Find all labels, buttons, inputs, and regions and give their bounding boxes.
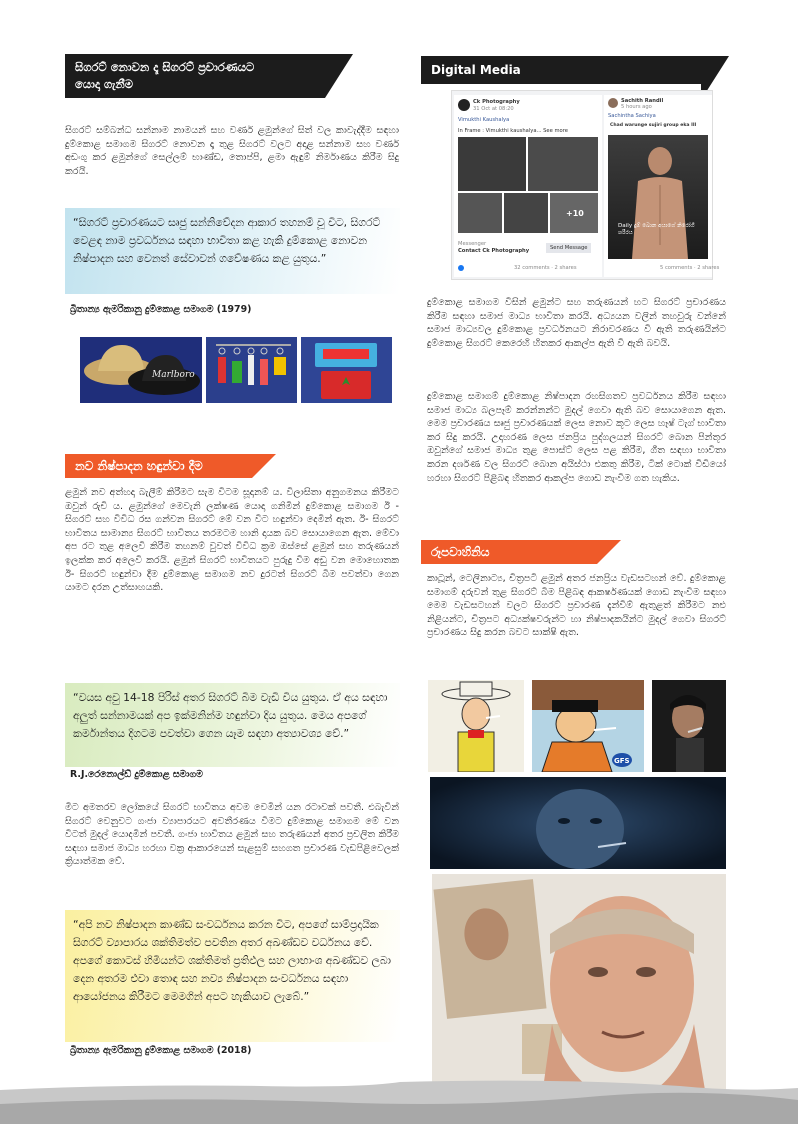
section-header-television: රූපවාහිනිය xyxy=(421,540,597,564)
photo-keychains xyxy=(206,337,297,403)
paragraph-new-products: ළමුන් නව අත්හදා බැලීම් කිරීමට සැම විටම සූදානම් ය. විලාසිතා අනුගමනය කිරීමට ඔවුන් රුචි ය. ළමුන්ගේ මෙවැනි ලක්ෂණ යොදා ගනිමින් දුම්කොළ සමාගම ඊ - සිගරට් සහ විවිධ රස ගන්වන සිගරට් මේ වන විට හඳුන්වා දෙමින් ඇත. ඊ- සිගරට් භාවිතය සාමාන්‍ය සිගරට් භාවිතය තරමටම හානි දායක බව සොයාගෙන ඇත. මේවා අප රට තුළ අලෙවි කිරීම තහනම් වුවත් විවිධ ක්‍රම ඔස්සේ ළමුන් සහ තරුණයන් ඉලක්ක කර අලෙවි කරයි. ළමුන් සිගරට් භාවිතයට පුරුදු වීම අඩු වන මොහොතක ඊ- සිගරට් හඳුන්වා දීම දුම්කොළ සමාගම නව දුරටත් සිගරට් බීම පවත්වා ගෙන යාමට දරන උත්සාහයකි. xyxy=(65,487,399,594)
messenger-label: Messenger xyxy=(458,241,487,247)
paragraph-television: කාටූන්, ටෙලිනාට්‍ය, චිත්‍රපටි ළමුන් අතර ජනප්‍රිය වැඩසටහන් වේ. දුම්කොළ සමාගම් දරුවන් තුළ සිගරට් බීම පිළිබඳ ආකර්ෂණයක් ගොඩ නැංවීම සඳහා මෙම වැඩසටහන් වලට සිගරට් ප්‍රචාරණ දැන්වීම් ඇතුළත් කිරීමට නළු නිළියන්ට, චිත්‍රපට අධ්‍යක්ෂවරුන්ට හා නිෂ්පාදකයින්ට මුදල් ගෙවා සිගරට් ප්‍රචාරණය සිදු කරන බවට සාක්ෂි ඇත. xyxy=(427,573,726,639)
send-message-button[interactable]: Send Message xyxy=(546,243,591,253)
quote-bat-1979: “සිගරට් ප්‍රචාරණයට සෘජු සන්නිවේදන ආකාර තහනම් වූ විට, සිගරට් වෙළඳ නාම ප්‍රවර්ධනය සඳහා භාවිතා කළ හැකි දුම්කොළ නොවන නිෂ්පාදන සහ වෙනත් සේවාවන් ගවේෂණය කළ යුතුය.” xyxy=(65,208,400,294)
post-user-time: 5 hours ago xyxy=(621,104,652,110)
post-user: Sachith Randil xyxy=(621,98,664,104)
photo-cartoon-flintstones xyxy=(532,680,644,772)
section-header-digital-media: Digital Media xyxy=(421,56,701,84)
quote-citation-bat-1979: බ්‍රිතාන්‍ය ඇමරිකානු දුම්කොළ සමාගම (1979) xyxy=(70,304,252,315)
post-photo-4 xyxy=(504,193,548,233)
photo-caption: Daily දුම් බොන අයාගේ නිරෝගී ශරීරය xyxy=(618,223,695,236)
group-post-comments: 5 comments · 2 shares xyxy=(660,265,720,271)
section-header-line-2: යොදා ගැනීම xyxy=(75,77,134,91)
post-date: 31 Oct at 08:20 xyxy=(473,106,514,112)
quote-citation-rj-reynolds: R.J.රෙනොල්ඩ් දුම්කොළ සමාගම xyxy=(70,769,203,780)
photo-marlboro-hats xyxy=(80,337,202,403)
section-header-line-1: සිගරට් නොවන දෑ සිගරට් ප්‍රචාරණයට xyxy=(75,60,255,74)
quote-rj-reynolds: “වයස අවු 14-18 පිරිස් අතර සිගරට් බීම වැඩි විය යුතුය. ඒ අය සඳහා අලුත් සන්නාමයක් අප ඉක්මනින්ම හඳුන්වා දිය යුතුය. මෙය අපගේ කර්මාන්තය දිගටම පවත්වා ගෙන යෑම සඳහා අත්‍යාවශ්‍ය වේ.” xyxy=(65,683,400,767)
group-name: Chad warunge sujiri group eka III xyxy=(610,123,697,128)
post-photo-3 xyxy=(458,193,502,233)
paragraph-cannabis: මීට අමතරව ලෝකයේ සිගරට් භාවිතය අවම වෙමින් යන රටාවක් පවතී. එබැවින් සිගරට් වෙනුවට ගංජා ව්‍යාපාරයට අවතීරණය වීමට දුම්කොළ සමාගම මේ වන විටත් මුදල් යොදමින් පවතී. ගංජා භාවිතය ළමුන් සහ තරුණයන් අතර ප්‍රචලිත කිරීම සඳහා සමාජ මාධ්‍ය හරහා වක්‍ර ආකාරයෙන් සැළසුම් සහගත ප්‍රචාරණ වැඩපිළිවෙලක් ක්‍රියාත්මක වේ. xyxy=(65,802,399,868)
tagged-user: Vimukthi Kaushalya xyxy=(458,117,510,123)
page-name: Ck Photography xyxy=(473,99,520,105)
facebook-post-group xyxy=(604,95,720,277)
paragraph-non-tobacco-items: සිගරට් සම්බන්ධ සන්නාම නාමයන් සහ වර්ණ ළමුන්ගේ සිත් වල කාවැද්දීම සඳහා දුම්කොළ සමාගම සිගරට් නොවන දෑ තුළ සිගරට් වලට අදාළ සන්නාම සහ වර්ණ අඩංගු කර ළමුන්ගේ සෙල්ලම් භාණ්ඩ, තොප්පි, ළමා ඇඳුම් නිර්මාණය කිරීම සිදු කරයි. xyxy=(65,125,399,177)
svg-text:Marlboro: Marlboro xyxy=(152,370,195,380)
section-header-new-products: නව නිෂ්පාදන හඳුන්වා දීම xyxy=(65,454,252,478)
section-header-non-tobacco-items xyxy=(65,54,325,98)
facebook-post-ck-photography xyxy=(454,95,602,277)
cartoon-tag: GFS xyxy=(614,757,630,765)
post-caption: In Frame : Vimukthi kaushalya... See more xyxy=(458,128,568,134)
post-photo-shirtless xyxy=(608,135,708,259)
more-photos-count: +10 xyxy=(566,209,584,218)
photo-man-blue-light xyxy=(430,777,726,869)
reaction-icon xyxy=(458,265,464,271)
photo-branded-tins xyxy=(301,337,392,403)
quote-bat-2018: “අපි නව නිෂ්පාදන කාණ්ඩ සංවර්ධනය කරන විට, අපගේ සාම්ප්‍රදායික සිගරට් ව්‍යාපාරය ශක්තිමත්ව පවතින අතර අඛණ්ඩව වර්ධනය වේ. අපගේ කොටස් හිමියන්ට ශක්තිමත් ප්‍රතිඵල සහ ලාභාංශ අඛණ්ඩව ලබා දෙන අතරම එවා තොඳ සහ නව්‍ය නිෂ්පාදන සංවර්ධනය සඳහා ආයෝජනය කිරීමට මෙමගින් අපට හැකියාව ලැබේ.” xyxy=(65,910,400,1042)
contact-label: Contact Ck Photography xyxy=(458,248,530,254)
paragraph-influencers: දුම්කොළ සමාගම් දුම්කොළ නිෂ්පාදන රහසිගතව ප්‍රවර්ධනය කිරීම සඳහා සමාජ මාධ්‍ය බලපෑම් කරන්නන්ට මුදල් ගෙවා ඇති බව සොයාගෙන ඇත. මෙම ප්‍රචාරණය සෘජු ප්‍රචාරණයක් ලෙස නොව කූට ලෙස හෑෂ් ටැග් භාවිතා කර සිදු කරයි. උදාහරණ ලෙස ජනප්‍රිය පුද්ගලයන් සිගරට් බොන පින්තූර ඔවුන්ගේ සමාජ මාධ්‍ය තුළ පොස්ට් ලෙස පළ කිරීම, ගීත සඳහා භාවිතා කරන දර්ශණ වල සිගරට් බොන අයිස්ථා එකතු කිරීම, ටික් ටොක් වීඩියෝ හරහා සිගරට් පිළිබඳ හිතකර ආකල්ප ගොඩ නැංවීම ගත හැකිය. xyxy=(427,391,726,484)
paragraph-social-media: දුම්කොළ සමාගම විසින් ළමුන්ට සහ තරුණයන් හට සිගරට් ප්‍රචාරණය කිරීම සඳහා සමාජ මාධ්‍ය භාවිතා කරයි. අධ්‍යයන වලින් තහවුරු වන්නේ සමාජ මාධ්‍යවල දුම්කොළ ප්‍රවර්ධනයට නිරාවරණය වී ඇති තරුණයින්ට දුම්කොළ සිගරට් කෙරෙහි හිතකර ආකල්ප ඇති වී ඇති බවයි. xyxy=(427,297,726,349)
post-photo-2 xyxy=(528,137,598,191)
user-avatar-icon xyxy=(608,98,618,108)
footer-decoration xyxy=(0,1078,798,1124)
page-avatar-icon xyxy=(458,99,470,111)
photo-cartoon-cowboy xyxy=(428,680,524,772)
photo-man-with-poster xyxy=(432,874,726,1096)
post-user-tag: Sachintha Sachiya xyxy=(608,113,656,119)
photo-actor-smoking xyxy=(652,680,726,772)
quote-citation-bat-2018: බ්‍රිතාන්‍ය ඇමරිකානු දුම්කොළ සමාගම (2018) xyxy=(70,1045,252,1056)
post-comments-count: 32 comments · 2 shares xyxy=(514,265,577,271)
facebook-screenshot xyxy=(451,90,720,280)
post-photo-1 xyxy=(458,137,526,191)
